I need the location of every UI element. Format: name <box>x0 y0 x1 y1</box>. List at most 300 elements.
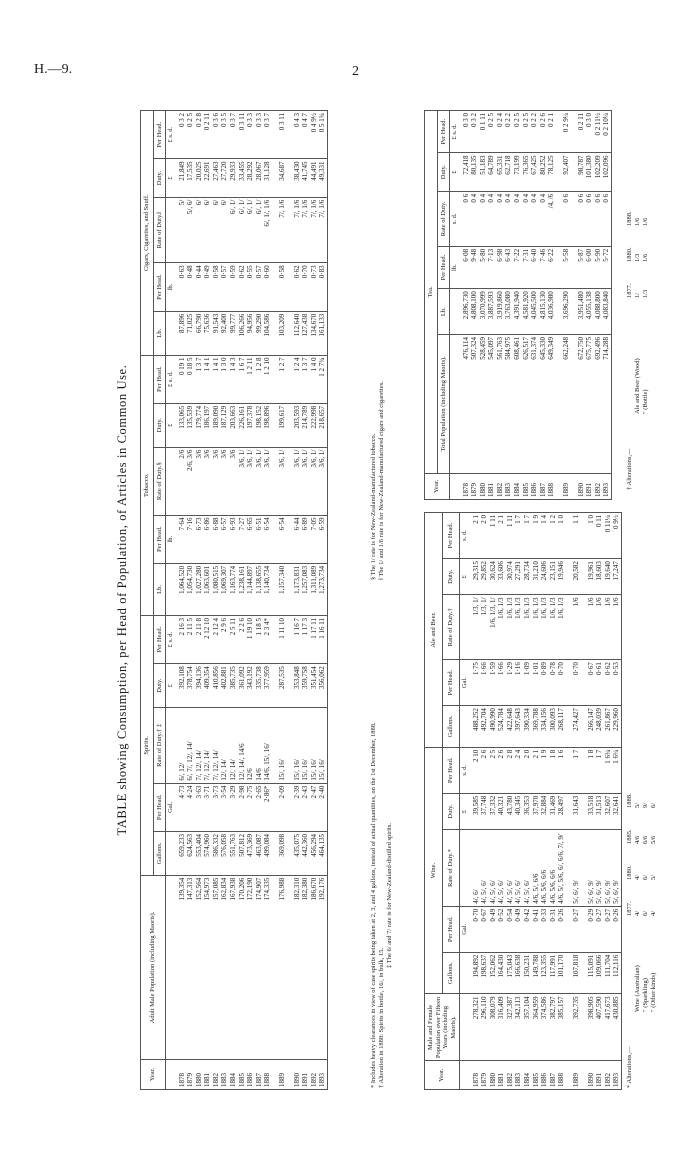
col-header: Male and Female Population over Fifteen Years (including Maoris). <box>425 994 460 1061</box>
table-cell: 67,425 <box>530 153 539 191</box>
table-cell: 172,190 <box>246 875 255 1059</box>
table-cell: 1 6 7 <box>238 355 247 403</box>
spacer <box>626 304 634 414</box>
table-cell: 1·66 <box>497 660 506 706</box>
table-cell: 0·44 <box>195 263 204 311</box>
spacer <box>642 420 650 490</box>
table-cell: 2 12 4 <box>212 615 221 663</box>
table-cell: 1890 <box>293 1060 302 1090</box>
alterations-label: † Alterations,— <box>626 448 633 490</box>
table-row <box>212 111 221 1090</box>
table-cell: 27,291 <box>514 559 523 595</box>
col-header: Per Head. <box>153 515 166 563</box>
table-cell: 17,535 <box>186 159 195 197</box>
unit-label <box>166 832 178 876</box>
table-cell: 2·47 <box>310 783 319 831</box>
table-cell: 29,852 <box>480 559 489 595</box>
alteration-item: " (Other kinds) <box>650 972 657 1012</box>
table-cell: 218,657 <box>318 403 327 447</box>
table-cell: 2 3 4* <box>263 615 272 663</box>
unit-label <box>460 595 472 660</box>
col-header: Gallons. <box>153 832 166 876</box>
table-cell: 214,789 <box>301 403 310 447</box>
table-cell: 382,797 <box>549 994 558 1061</box>
table-cell: 507,324 <box>470 334 479 473</box>
table-row <box>278 111 287 1090</box>
table-cell: 3·29 <box>229 783 238 831</box>
unit-label: lb. <box>450 246 462 288</box>
table-cell: 18,603 <box>595 559 604 595</box>
table-cell: 94,956 <box>246 311 255 355</box>
alteration-year: 1877. <box>626 901 633 916</box>
table-cell: 203,663 <box>229 403 238 447</box>
table-cell: 1,157,340 <box>278 563 287 615</box>
col-header: Rate of Duty.‖ <box>153 197 166 263</box>
table-cell: 1·01 <box>532 660 541 706</box>
table-cell: 1 16 7 <box>293 615 302 663</box>
col-header: Year. <box>425 473 450 499</box>
table-cell: 0·89 <box>540 660 549 706</box>
table-cell: 17,247 <box>612 559 621 595</box>
table-cell: 1 0 <box>587 513 596 559</box>
table-cell: 1·75 <box>472 660 481 706</box>
table-cell: 274,427 <box>572 706 581 748</box>
table-cell: 1/6 <box>612 595 621 660</box>
table-cell: 101,380 <box>585 153 594 191</box>
table-cell: 1891 <box>585 473 594 499</box>
col-header: Per Head. <box>442 906 460 952</box>
alteration-item: " (Bottle) <box>642 389 649 414</box>
table-cell: 6·22 <box>547 246 556 288</box>
table-cell: 33,606 <box>497 559 506 595</box>
table-cell: 4/, 5/, 6/ <box>523 830 532 907</box>
alteration-value: 1/6 <box>642 253 649 262</box>
table-cell: 2·98 <box>238 783 247 831</box>
table-row <box>255 111 264 1090</box>
table-cell: 692,496 <box>594 334 603 473</box>
table-cell: 28,734 <box>523 559 532 595</box>
table-row <box>562 111 571 500</box>
unit-label: £ <box>460 559 472 595</box>
table-cell: 1 4 3 <box>229 355 238 403</box>
table-cell: 0 2 11½ <box>594 111 603 153</box>
alterations-label: * Alterations,— <box>626 1046 633 1088</box>
table-row <box>186 111 195 1090</box>
table-cell: 1880 <box>195 1060 204 1090</box>
table-cell: 2/6, 3/6 <box>186 447 195 515</box>
table-cell: 222,998 <box>310 403 319 447</box>
table-cell: 456,294 <box>310 832 319 876</box>
table-cell: 1,163,774 <box>229 563 238 615</box>
table-cell: 2 12 10 <box>203 615 212 663</box>
table-cell: 528,459 <box>479 334 488 473</box>
table-cell: 1/6, 1/3 <box>506 595 515 660</box>
unit-label: £ s. d. <box>166 615 178 663</box>
table-cell: 5/, 6/, 9/ <box>604 830 613 907</box>
table-cell: 1·66 <box>480 660 489 706</box>
table-cell: 1/6, 1/3 <box>514 595 523 660</box>
table-cell: 659,233 <box>178 832 187 876</box>
table-cell: 430,885 <box>612 994 621 1061</box>
table-cell: 5/, 6/ <box>186 197 195 263</box>
table-cell: 7/, 12/, 14/ <box>203 708 212 784</box>
unit-label <box>460 1061 472 1090</box>
table-cell: 3,919,860 <box>496 289 505 335</box>
table-cell: 1/6, 1/3 <box>540 595 549 660</box>
table-cell: 167,938 <box>229 875 238 1059</box>
table-cell: 248,039 <box>595 706 604 748</box>
table-cell: 0 3 7 <box>229 111 238 159</box>
table-cell: 0 2 5 <box>522 111 531 153</box>
table-cell: 7·31 <box>522 246 531 288</box>
table-cell: 12/, 14/ <box>229 708 238 784</box>
table-cell: 268,117 <box>557 706 566 748</box>
table-cell: 164,430 <box>497 952 506 994</box>
alteration-item: " (Sparkling) <box>642 978 649 1012</box>
table-cell: 1,064,520 <box>178 563 187 615</box>
table-row <box>472 513 481 1090</box>
alteration-value: 1/ <box>634 292 641 298</box>
table-cell: 0·48 <box>186 263 195 311</box>
table-cell: 4/, 5/, 6/ <box>489 830 498 907</box>
table-cell: 1,080,515 <box>212 563 221 615</box>
table-cell: 104,586 <box>263 311 272 355</box>
table-cell: 31,513 <box>595 793 604 829</box>
unit-label <box>166 311 178 355</box>
table-cell: 0 4 <box>513 191 522 246</box>
unit-label: £ <box>166 664 178 708</box>
table-cell: 2,896,730 <box>462 289 471 335</box>
footnote: ‡ The 6/ and 7/ rate is for New-Zealand-distilled spirits. <box>386 822 393 968</box>
table-cell: 194,892 <box>472 952 481 994</box>
table-cell: 1 1 <box>572 513 581 559</box>
table-cell: 1887 <box>539 473 548 499</box>
table-cell: 3·63 <box>195 783 204 831</box>
table-cell: 198,152 <box>255 403 264 447</box>
table-cell: 561,763 <box>496 334 505 473</box>
table-cell: 37,332 <box>489 793 498 829</box>
table-cell: 102,096 <box>602 153 611 191</box>
table-cell: 0·73 <box>310 263 319 311</box>
table-cell: 3/6, 1/ <box>293 447 302 515</box>
table-cell: 0·49 <box>489 906 498 952</box>
table-cell: 98,787 <box>577 153 586 191</box>
unit-label <box>166 708 178 784</box>
table-cell: 4/, 5/, 6/ <box>480 830 489 907</box>
table-cell: 6·98 <box>496 246 505 288</box>
ale-alterations <box>626 110 650 490</box>
unit-label <box>166 197 178 263</box>
table-cell: 1882 <box>496 473 505 499</box>
table-cell: 7/, 1/6 <box>301 197 310 263</box>
table-cell: 675,775 <box>585 334 594 473</box>
table-cell: 73,199 <box>513 153 522 191</box>
table-cell: 166,638 <box>514 952 523 994</box>
table-cell: 226,161 <box>238 403 247 447</box>
table-cell: 7/, 1/6 <box>310 197 319 263</box>
table-cell: 6·89 <box>301 515 310 563</box>
table-cell: 1 0 <box>557 513 566 559</box>
table-cell: 1 11 10 <box>278 615 287 663</box>
table-cell: 442,360 <box>301 832 310 876</box>
table-cell: 0 3 2 <box>470 111 479 153</box>
table-cell: 5/, 6/, 9/ <box>572 830 581 907</box>
alteration-value: 6/ <box>642 874 649 880</box>
table-cell: 19,640 <box>604 559 613 595</box>
table-cell: 1 9 <box>540 747 549 793</box>
table-cell: 7·05 <box>310 515 319 563</box>
table-cell: 0 3 0 <box>462 111 471 153</box>
alteration-value: 1/6 <box>634 217 641 226</box>
table-cell: 24,606 <box>540 559 549 595</box>
table-cell: 278,321 <box>472 994 481 1061</box>
table-cell: 1/6, 1/3, 1/ <box>489 595 498 660</box>
wine-alterations <box>626 788 658 1088</box>
table-cell: 139,354 <box>178 875 187 1059</box>
table-cell: 102,209 <box>594 153 603 191</box>
table-cell: 15/, 16/ <box>318 708 327 784</box>
table-row <box>496 111 505 500</box>
table-cell: 1879 <box>186 1060 195 1090</box>
table-cell: 1 2 7¾ <box>318 355 327 403</box>
table-cell: 0 5 1¾ <box>318 111 327 159</box>
footnote: † Alteration in 1888: Spirits in bottle, 16/, in bulk, 15. <box>378 947 385 1088</box>
table-cell: 0 18 5 <box>186 355 195 403</box>
table-cell: 12/, 14/ <box>220 708 229 784</box>
table-cell: 1881 <box>487 473 496 499</box>
table-cell: 1887 <box>549 1061 558 1090</box>
table-cell: 4/, 5/, 6/ <box>497 830 506 907</box>
table-cell: 21,849 <box>178 159 187 197</box>
table-cell: 1 7 <box>595 747 604 793</box>
unit-label: £ <box>460 793 472 829</box>
table-cell: 39,585 <box>472 793 481 829</box>
table-cell: 1887 <box>255 1060 264 1090</box>
table-cell: 490,990 <box>489 706 498 748</box>
col-header: Per Head. <box>442 660 460 706</box>
table-cell: 1888 <box>547 473 556 499</box>
col-header: Duty. <box>437 153 450 191</box>
col-header: Lb. <box>153 563 166 615</box>
group-header-tea: Tea. <box>425 111 438 474</box>
table-row <box>470 111 479 500</box>
table-cell: 0·26 <box>557 906 566 952</box>
table-cell: 0 4 <box>487 191 496 246</box>
col-header: Per Head. <box>437 111 450 153</box>
table-cell: 2 2 6 <box>238 615 247 663</box>
table-cell: 1889 <box>572 1061 581 1090</box>
table-cell: 2·43 <box>301 783 310 831</box>
alteration-year: 1888. <box>626 211 633 226</box>
col-header: Rate of Duty.* <box>442 830 460 907</box>
table-cell: 1888 <box>557 1061 566 1090</box>
table-cell: 1 6 <box>557 747 566 793</box>
table-cell: 0·27 <box>595 906 604 952</box>
col-header: Per Head. <box>442 513 460 559</box>
table-cell: 626,517 <box>522 334 531 473</box>
table-cell: 92,400 <box>220 311 229 355</box>
table-cell: 0·62 <box>293 263 302 311</box>
table-cell: 3,070,999 <box>479 289 488 335</box>
group-header-ale: Ale and Beer. <box>425 513 443 748</box>
table-cell: 1/6, 1/3 <box>557 595 566 660</box>
table-cell: 76,365 <box>522 153 531 191</box>
table-cell: 2·65 <box>255 783 264 831</box>
table-row <box>246 111 255 1090</box>
table-cell: 75,636 <box>203 311 212 355</box>
table-cell: 0·58 <box>212 263 221 311</box>
table-cell: 377,959 <box>263 664 272 708</box>
table-cell: 6/, 7/, 12/, 14/ <box>186 708 195 784</box>
table-cell: 394,136 <box>195 664 204 708</box>
table-cell: 1886 <box>540 1061 549 1090</box>
table-cell: 1 9 <box>532 513 541 559</box>
table-cell: 714,288 <box>602 334 611 473</box>
table-row <box>585 111 594 500</box>
table-cell: 134,670 <box>310 311 319 355</box>
table-cell: 106,266 <box>238 311 247 355</box>
table-cell: 91,543 <box>212 311 221 355</box>
table-row <box>263 111 272 1090</box>
table-cell: 1 3 7 <box>301 355 310 403</box>
table-cell: 187,129 <box>220 403 229 447</box>
table-cell: 0 4 7 <box>301 111 310 159</box>
spacer <box>626 922 634 1012</box>
table-cell: 147,313 <box>186 875 195 1059</box>
table-cell: 27,720 <box>220 159 229 197</box>
table-cell: 586,332 <box>212 832 221 876</box>
table-cell: 6/ <box>203 197 212 263</box>
table-cell: 0·78 <box>549 660 558 706</box>
table-row <box>462 111 471 500</box>
table-cell: 0·61 <box>595 660 604 706</box>
table-cell: 4/, 5/, 6/ <box>506 830 515 907</box>
rotated-document-body <box>116 100 676 1100</box>
table-cell: 15/, 16/ <box>293 708 302 784</box>
table-cell: 1888 <box>263 1060 272 1090</box>
unit-label: £ <box>450 153 462 191</box>
table-cell: 645,330 <box>539 334 548 473</box>
table-cell: 99,290 <box>255 311 264 355</box>
col-header: Lb. <box>437 289 450 335</box>
table-cell: 2/6 <box>178 447 187 515</box>
table-row <box>513 111 522 500</box>
table-cell: 1 8 <box>549 747 558 793</box>
alteration-item: Ale and Beer (Wood) <box>634 358 641 414</box>
table-cell: 7/, 1/6 <box>278 197 287 263</box>
table-cell: 574,960 <box>203 832 212 876</box>
table-cell: 31,128 <box>263 159 272 197</box>
table-cell: 4/6, 5/6, 6/6 <box>549 830 558 907</box>
table-cell: 300,093 <box>549 706 558 748</box>
table-cell: 1 4 0 <box>310 355 319 403</box>
table-cell: 2 5 11 <box>229 615 238 663</box>
table-row <box>604 513 613 1090</box>
table-cell: 7·64 <box>178 515 187 563</box>
table-cell: 107,818 <box>572 952 581 994</box>
table-cell: 2 1 <box>532 747 541 793</box>
table-cell: 0·83 <box>318 263 327 311</box>
table-cell: 32,607 <box>604 793 613 829</box>
table-cell: 0·52 <box>497 906 506 952</box>
table-cell: 0 9½ <box>612 513 621 559</box>
table-cell: 1,273,734 <box>318 563 327 615</box>
table-cell: 2·39 <box>293 783 302 831</box>
table-cell: 2 0 <box>523 747 532 793</box>
table-cell: 0 4 <box>522 191 531 246</box>
table-cell: 1·16 <box>514 660 523 706</box>
table-cell: 3,763,080 <box>504 289 513 335</box>
group-header-tobacco: Tobacco. <box>141 355 154 615</box>
table-cell: 152,564 <box>195 875 204 1059</box>
table-cell: 12/, 14/, 14/6 <box>238 708 247 784</box>
table-cell: 1 2 7 <box>278 355 287 403</box>
table-cell: 36,353 <box>523 793 532 829</box>
table-cell: 0·55 <box>246 263 255 311</box>
table-cell: 0·60 <box>263 263 272 311</box>
col-header: Per Head. <box>442 747 460 793</box>
unit-label: s. d. <box>460 513 472 559</box>
table-cell: 296,110 <box>480 994 489 1061</box>
table-cell: 1884 <box>523 1061 532 1090</box>
alteration-value: 4/ <box>650 910 657 916</box>
unit-label <box>460 830 472 907</box>
table-cell: 186,197 <box>203 403 212 447</box>
table-cell: 0·42 <box>523 906 532 952</box>
table-cell: 7·16 <box>186 515 195 563</box>
table-cell: 0 3 3 <box>255 111 264 159</box>
page-number: 2 <box>352 64 359 79</box>
table-cell: 3/6 <box>195 447 204 515</box>
unit-label <box>166 563 178 615</box>
table-cell: 6·59 <box>318 515 327 563</box>
table-cell: 32,641 <box>612 793 621 829</box>
table-cell: 1 18 5 <box>255 615 264 663</box>
table-cell: 31,469 <box>549 793 558 829</box>
table-cell: 1,144,897 <box>246 563 255 615</box>
table-cell: 0 6 <box>577 191 586 246</box>
table-cell: 0·49 <box>514 906 523 952</box>
col-header: Duty. <box>442 559 460 595</box>
table-row <box>195 111 204 1090</box>
table-cell: 1885 <box>238 1060 247 1090</box>
table-cell: 197,378 <box>246 403 255 447</box>
table-cell: 1890 <box>587 1061 596 1090</box>
table-cell: 6·86 <box>203 515 212 563</box>
table-cell: 28,067 <box>255 159 264 197</box>
table-row <box>238 111 247 1090</box>
alteration-value: 9/ <box>642 802 649 808</box>
table-cell: 3,951,480 <box>577 289 586 335</box>
table-cell: 3/6, 1/ <box>301 447 310 515</box>
table-cell: 40,321 <box>497 793 506 829</box>
alteration-value: 1/3 <box>634 253 641 262</box>
alteration-value: 5/6 <box>650 835 657 844</box>
table-cell: 1 2 11 <box>246 355 255 403</box>
table-cell: 1885 <box>522 473 531 499</box>
spacer <box>650 1018 658 1088</box>
table-row <box>301 111 310 1090</box>
table-cell: 0·67 <box>587 660 596 706</box>
table-cell: 649,349 <box>547 334 556 473</box>
table-cell: 409,354 <box>203 664 212 708</box>
table-cell: 2·09 <box>278 783 287 831</box>
table-cell: 356,062 <box>318 664 327 708</box>
table-cell: 397,643 <box>514 706 523 748</box>
col-header: Rate of Duty.† <box>442 595 460 660</box>
table-cell: 6·54 <box>278 515 287 563</box>
table-cell: 2 6 <box>497 747 506 793</box>
